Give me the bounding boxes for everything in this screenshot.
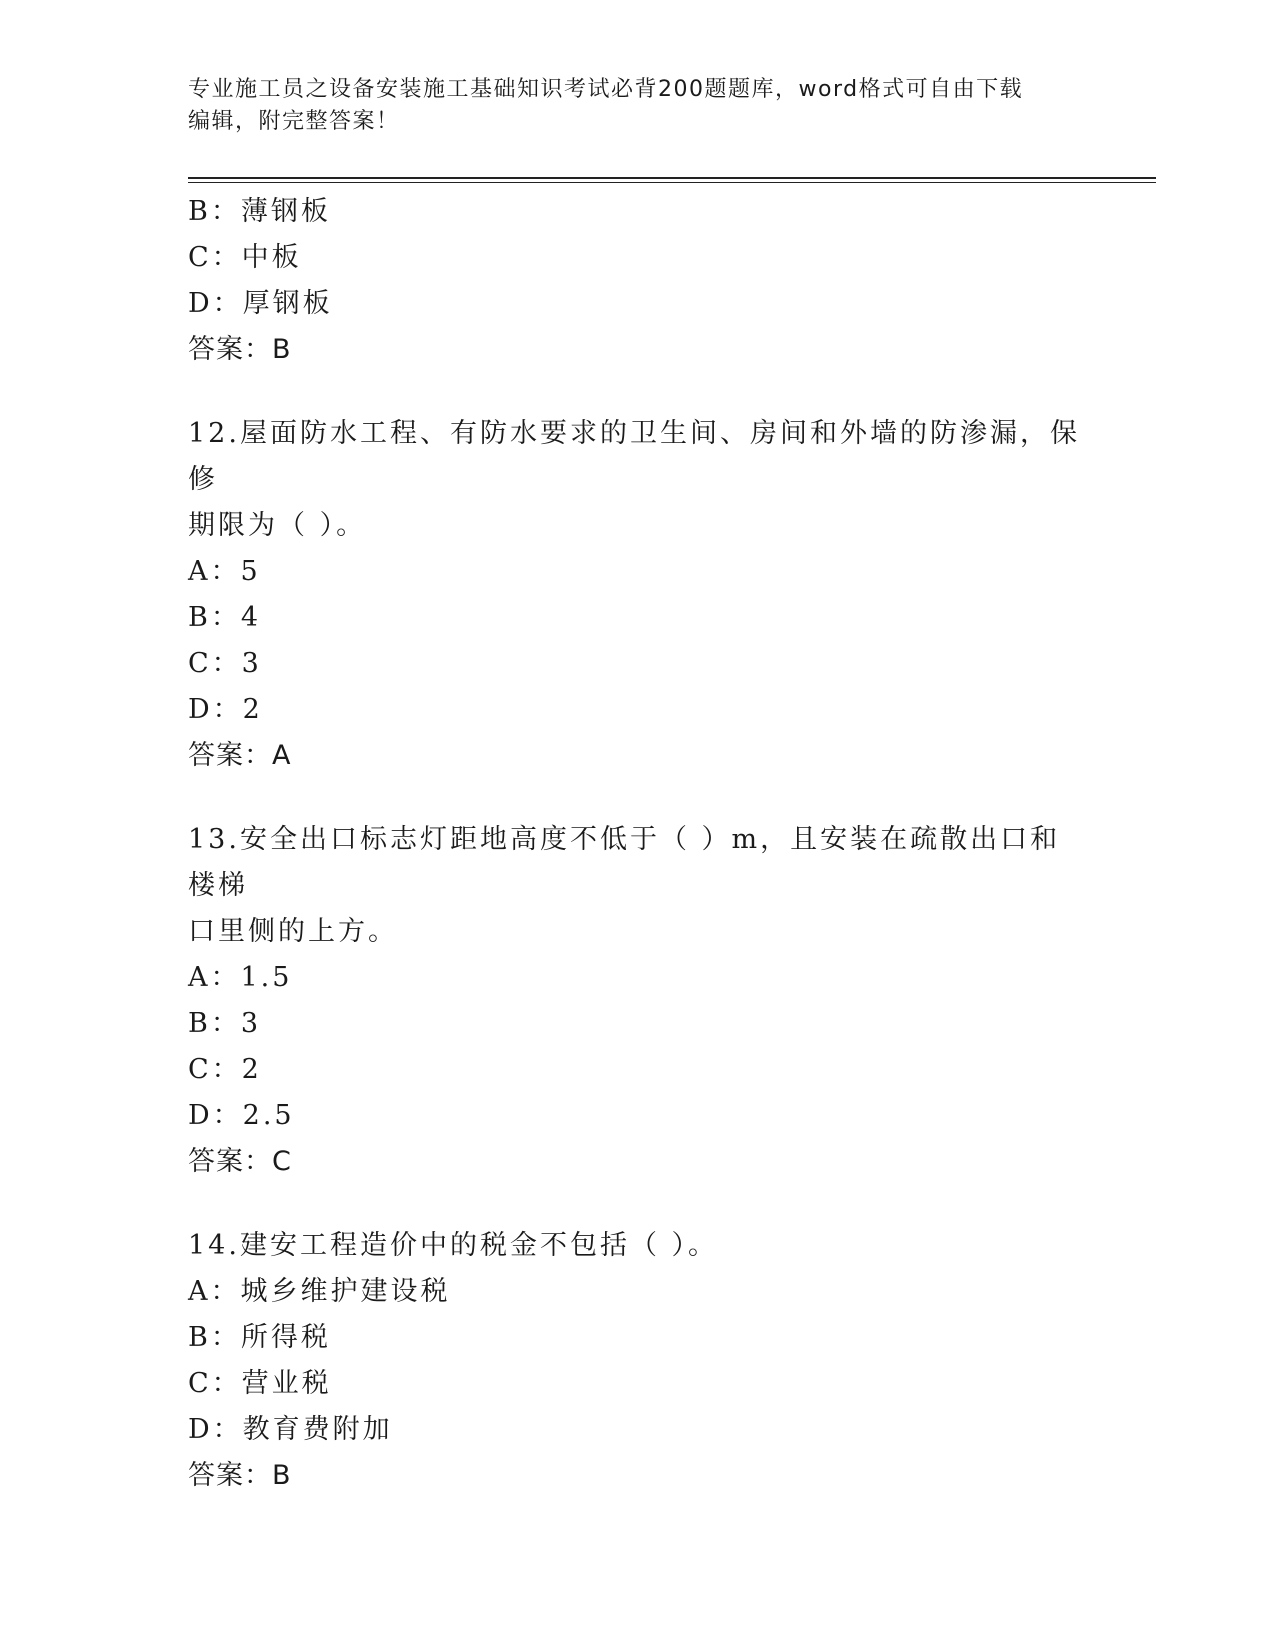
option-a: A：5 bbox=[188, 556, 261, 587]
document-body bbox=[188, 189, 1088, 1499]
header-divider-thin bbox=[188, 182, 1156, 183]
question-text-line-2: 期限为（ ）。 bbox=[188, 510, 367, 541]
option-b: B：3 bbox=[188, 1008, 262, 1039]
question-11-tail bbox=[188, 189, 1088, 373]
answer-line: 答案：B bbox=[188, 1460, 292, 1491]
option-a: A：1.5 bbox=[188, 962, 293, 993]
question-text-line-2: 口里侧的上方。 bbox=[188, 916, 398, 947]
answer-line: 答案：A bbox=[188, 740, 292, 771]
option-b: B：4 bbox=[188, 602, 262, 633]
option-d: D：教育费附加 bbox=[188, 1414, 393, 1445]
option-d: D：2.5 bbox=[188, 1100, 295, 1131]
question-text-line-1: 14.建安工程造价中的税金不包括（ ）。 bbox=[188, 1230, 719, 1261]
option-a: A：城乡维护建设税 bbox=[188, 1276, 451, 1307]
header-title-line-2: 编辑，附完整答案！ bbox=[188, 109, 400, 134]
option-b: B：所得税 bbox=[188, 1322, 331, 1353]
question-14 bbox=[188, 1223, 1088, 1499]
option-c: C：营业税 bbox=[188, 1368, 332, 1399]
answer-line: 答案：B bbox=[188, 334, 292, 365]
document-header bbox=[188, 74, 1088, 138]
question-13 bbox=[188, 817, 1088, 1185]
question-text-line-1: 12.屋面防水工程、有防水要求的卫生间、房间和外墙的防渗漏，保修 bbox=[188, 418, 1080, 495]
option-c: C：2 bbox=[188, 1054, 262, 1085]
option-c: C：3 bbox=[188, 648, 262, 679]
option-d: D：2 bbox=[188, 694, 263, 725]
option-d: D：厚钢板 bbox=[188, 288, 333, 319]
question-12 bbox=[188, 411, 1088, 779]
header-divider-thick bbox=[188, 177, 1156, 179]
answer-line: 答案：C bbox=[188, 1146, 292, 1177]
question-text-line-1: 13.安全出口标志灯距地高度不低于（ ）m，且安装在疏散出口和楼梯 bbox=[188, 824, 1061, 901]
header-title-line-1: 专业施工员之设备安装施工基础知识考试必背200题题库，word格式可自由下载 bbox=[188, 77, 1024, 102]
option-b: B：薄钢板 bbox=[188, 196, 331, 227]
option-c: C：中板 bbox=[188, 242, 302, 273]
